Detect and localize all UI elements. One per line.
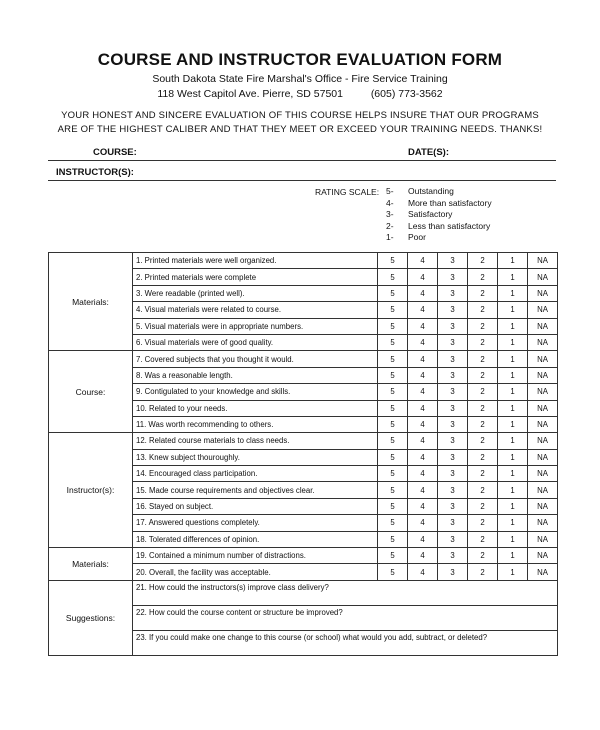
rating-scale-item xyxy=(386,186,492,198)
intro-line-1: YOUR HONEST AND SINCERE EVALUATION OF THIS COURSE HELPS INSURE THAT OUR PROGRAMS xyxy=(61,110,539,121)
rating-option-1[interactable]: 1 xyxy=(498,416,528,432)
rating-option-1[interactable]: 1 xyxy=(498,548,528,564)
rating-option-3[interactable]: 3 xyxy=(438,253,468,269)
rating-option-2[interactable]: 2 xyxy=(468,466,498,482)
rating-scale-number: 4- xyxy=(386,197,394,208)
form-title: COURSE AND INSTRUCTOR EVALUATION FORM xyxy=(97,50,503,69)
rating-option-na[interactable]: NA xyxy=(528,334,558,350)
rating-option-1[interactable]: 1 xyxy=(498,482,528,498)
rating-option-4[interactable]: 4 xyxy=(408,515,438,531)
rating-option-4[interactable]: 4 xyxy=(408,433,438,449)
course-label: COURSE: xyxy=(93,147,137,158)
rating-option-4[interactable]: 4 xyxy=(408,498,438,514)
rating-option-na[interactable]: NA xyxy=(528,449,558,465)
rating-option-2[interactable]: 2 xyxy=(468,498,498,514)
contact-line xyxy=(0,88,600,100)
rating-option-na[interactable]: NA xyxy=(528,498,558,514)
rating-option-5[interactable]: 5 xyxy=(378,531,408,547)
rating-option-5[interactable]: 5 xyxy=(378,334,408,350)
rating-scale-item xyxy=(386,232,492,244)
category-label: Instructor(s): xyxy=(49,433,133,548)
question-text: 19. Contained a minimum number of distractions. xyxy=(133,548,378,564)
rating-option-3[interactable]: 3 xyxy=(438,302,468,318)
rating-scale xyxy=(386,186,492,244)
rating-option-5[interactable]: 5 xyxy=(378,548,408,564)
rating-option-na[interactable]: NA xyxy=(528,302,558,318)
rating-option-1[interactable]: 1 xyxy=(498,318,528,334)
question-text: 5. Visual materials were in appropriate numbers. xyxy=(133,318,378,334)
question-text: 18. Tolerated differences of opinion. xyxy=(133,531,378,547)
rating-option-2[interactable]: 2 xyxy=(468,482,498,498)
category-label: Course: xyxy=(49,351,133,433)
rating-option-3[interactable]: 3 xyxy=(438,285,468,301)
rating-option-5[interactable]: 5 xyxy=(378,564,408,580)
rating-scale-text: Satisfactory xyxy=(408,209,453,219)
rating-option-3[interactable]: 3 xyxy=(438,531,468,547)
rating-option-3[interactable]: 3 xyxy=(438,416,468,432)
suggestion-row xyxy=(49,580,558,605)
question-text: 15. Made course requirements and objectives clear. xyxy=(133,482,378,498)
rating-option-4[interactable]: 4 xyxy=(408,269,438,285)
rating-option-4[interactable]: 4 xyxy=(408,285,438,301)
rating-scale-number: 2- xyxy=(386,220,394,231)
suggestion-question[interactable]: 23. If you could make one change to this course (or school) what would you add, subtract, or deleted? xyxy=(133,630,558,655)
rating-option-4[interactable]: 4 xyxy=(408,548,438,564)
question-text: 1. Printed materials were well organized. xyxy=(133,253,378,269)
rating-option-4[interactable]: 4 xyxy=(408,367,438,383)
rating-option-1[interactable]: 1 xyxy=(498,498,528,514)
rating-scale-item xyxy=(386,221,492,233)
rating-option-1[interactable]: 1 xyxy=(498,367,528,383)
rating-option-2[interactable]: 2 xyxy=(468,318,498,334)
rating-option-1[interactable]: 1 xyxy=(498,351,528,367)
evaluation-table xyxy=(48,252,558,656)
rating-option-1[interactable]: 1 xyxy=(498,433,528,449)
rating-option-2[interactable]: 2 xyxy=(468,253,498,269)
rating-option-na[interactable]: NA xyxy=(528,318,558,334)
rating-option-3[interactable]: 3 xyxy=(438,269,468,285)
dates-label: DATE(S): xyxy=(408,147,449,158)
rating-option-na[interactable]: NA xyxy=(528,548,558,564)
instructors-field[interactable] xyxy=(48,166,556,181)
rating-option-5[interactable]: 5 xyxy=(378,384,408,400)
phone: (605) 773-3562 xyxy=(370,88,443,100)
question-text: 8. Was a reasonable length. xyxy=(133,367,378,383)
rating-option-4[interactable]: 4 xyxy=(408,400,438,416)
rating-scale-text: More than satisfactory xyxy=(408,197,492,208)
instructors-label: INSTRUCTOR(S): xyxy=(56,167,134,178)
rating-option-1[interactable]: 1 xyxy=(498,285,528,301)
rating-option-3[interactable]: 3 xyxy=(438,351,468,367)
rating-option-1[interactable]: 1 xyxy=(498,400,528,416)
rating-option-3[interactable]: 3 xyxy=(438,482,468,498)
rating-option-3[interactable]: 3 xyxy=(438,400,468,416)
rating-option-3[interactable]: 3 xyxy=(438,367,468,383)
rating-option-4[interactable]: 4 xyxy=(408,564,438,580)
rating-option-5[interactable]: 5 xyxy=(378,515,408,531)
address: 118 West Capitol Ave. Pierre, SD 57501 xyxy=(157,88,343,100)
rating-option-5[interactable]: 5 xyxy=(378,433,408,449)
question-text: 4. Visual materials were related to course. xyxy=(133,302,378,318)
rating-option-1[interactable]: 1 xyxy=(498,515,528,531)
rating-option-2[interactable]: 2 xyxy=(468,416,498,432)
rating-scale-item xyxy=(386,198,492,210)
rating-option-na[interactable]: NA xyxy=(528,269,558,285)
rating-option-na[interactable]: NA xyxy=(528,531,558,547)
question-text: 10. Related to your needs. xyxy=(133,400,378,416)
rating-option-2[interactable]: 2 xyxy=(468,302,498,318)
question-text: 20. Overall, the facility was acceptable. xyxy=(133,564,378,580)
rating-option-3[interactable]: 3 xyxy=(438,498,468,514)
rating-option-2[interactable]: 2 xyxy=(468,400,498,416)
question-text: 2. Printed materials were complete xyxy=(133,269,378,285)
rating-option-1[interactable]: 1 xyxy=(498,269,528,285)
question-text: 17. Answered questions completely. xyxy=(133,515,378,531)
rating-option-2[interactable]: 2 xyxy=(468,384,498,400)
question-row xyxy=(49,548,558,564)
rating-scale-number: 1- xyxy=(386,232,394,242)
rating-option-na[interactable]: NA xyxy=(528,285,558,301)
suggestion-question[interactable]: 21. How could the instructors(s) improve class delivery? xyxy=(133,580,558,605)
rating-option-4[interactable]: 4 xyxy=(408,302,438,318)
rating-option-5[interactable]: 5 xyxy=(378,449,408,465)
suggestion-question[interactable]: 22. How could the course content or structure be improved? xyxy=(133,605,558,630)
rating-option-2[interactable]: 2 xyxy=(468,449,498,465)
rating-option-na[interactable]: NA xyxy=(528,351,558,367)
rating-scale-number: 3- xyxy=(386,209,394,219)
rating-option-5[interactable]: 5 xyxy=(378,302,408,318)
rating-option-2[interactable]: 2 xyxy=(468,351,498,367)
rating-option-na[interactable]: NA xyxy=(528,416,558,432)
rating-option-2[interactable]: 2 xyxy=(468,367,498,383)
rating-option-na[interactable]: NA xyxy=(528,384,558,400)
question-text: 9. Contigulated to your knowledge and skills. xyxy=(133,384,378,400)
rating-option-5[interactable]: 5 xyxy=(378,269,408,285)
rating-option-5[interactable]: 5 xyxy=(378,318,408,334)
rating-option-4[interactable]: 4 xyxy=(408,318,438,334)
rating-scale-number: 5- xyxy=(386,186,394,196)
rating-option-1[interactable]: 1 xyxy=(498,253,528,269)
rating-option-4[interactable]: 4 xyxy=(408,482,438,498)
rating-option-3[interactable]: 3 xyxy=(438,334,468,350)
rating-option-4[interactable]: 4 xyxy=(408,384,438,400)
rating-option-na[interactable]: NA xyxy=(528,482,558,498)
rating-option-1[interactable]: 1 xyxy=(498,449,528,465)
question-text: 12. Related course materials to class needs. xyxy=(133,433,378,449)
question-text: 7. Covered subjects that you thought it would. xyxy=(133,351,378,367)
rating-option-5[interactable]: 5 xyxy=(378,285,408,301)
question-text: 14. Encouraged class participation. xyxy=(133,466,378,482)
rating-option-na[interactable]: NA xyxy=(528,400,558,416)
rating-option-3[interactable]: 3 xyxy=(438,466,468,482)
rating-option-2[interactable]: 2 xyxy=(468,548,498,564)
rating-option-2[interactable]: 2 xyxy=(468,531,498,547)
rating-option-3[interactable]: 3 xyxy=(438,384,468,400)
rating-option-5[interactable]: 5 xyxy=(378,367,408,383)
rating-option-1[interactable]: 1 xyxy=(498,531,528,547)
rating-option-2[interactable]: 2 xyxy=(468,433,498,449)
rating-option-4[interactable]: 4 xyxy=(408,253,438,269)
rating-option-4[interactable]: 4 xyxy=(408,466,438,482)
question-text: 16. Stayed on subject. xyxy=(133,498,378,514)
rating-option-3[interactable]: 3 xyxy=(438,318,468,334)
category-label: Suggestions: xyxy=(49,580,133,655)
rating-option-3[interactable]: 3 xyxy=(438,548,468,564)
question-row xyxy=(49,351,558,367)
rating-option-5[interactable]: 5 xyxy=(378,466,408,482)
rating-option-5[interactable]: 5 xyxy=(378,351,408,367)
rating-option-3[interactable]: 3 xyxy=(438,515,468,531)
office-name: South Dakota State Fire Marshal's Office - Fire Service Training xyxy=(152,73,448,85)
rating-option-2[interactable]: 2 xyxy=(468,334,498,350)
rating-option-2[interactable]: 2 xyxy=(468,564,498,580)
intro-line-2: ARE OF THE HIGHEST CALIBER AND THAT THEY MEET OR EXCEED YOUR TRAINING NEEDS. THANKS! xyxy=(57,124,543,135)
question-text: 6. Visual materials were of good quality. xyxy=(133,334,378,350)
rating-scale-item xyxy=(386,209,492,221)
rating-scale-text: Poor xyxy=(408,232,426,242)
rating-option-1[interactable]: 1 xyxy=(498,564,528,580)
course-field[interactable] xyxy=(48,146,556,161)
rating-scale-text: Outstanding xyxy=(408,186,454,196)
rating-option-na[interactable]: NA xyxy=(528,564,558,580)
rating-option-1[interactable]: 1 xyxy=(498,384,528,400)
question-row xyxy=(49,253,558,269)
rating-option-5[interactable]: 5 xyxy=(378,253,408,269)
rating-option-4[interactable]: 4 xyxy=(408,531,438,547)
rating-option-4[interactable]: 4 xyxy=(408,449,438,465)
rating-option-na[interactable]: NA xyxy=(528,433,558,449)
question-text: 3. Were readable (printed well). xyxy=(133,285,378,301)
rating-option-5[interactable]: 5 xyxy=(378,416,408,432)
rating-option-5[interactable]: 5 xyxy=(378,498,408,514)
rating-option-3[interactable]: 3 xyxy=(438,449,468,465)
rating-option-5[interactable]: 5 xyxy=(378,400,408,416)
rating-scale-text: Less than satisfactory xyxy=(408,220,491,231)
rating-option-2[interactable]: 2 xyxy=(468,515,498,531)
rating-option-na[interactable]: NA xyxy=(528,466,558,482)
rating-scale-label: RATING SCALE: xyxy=(315,187,380,197)
rating-option-4[interactable]: 4 xyxy=(408,334,438,350)
rating-option-2[interactable]: 2 xyxy=(468,269,498,285)
rating-option-na[interactable]: NA xyxy=(528,253,558,269)
rating-option-2[interactable]: 2 xyxy=(468,285,498,301)
rating-option-na[interactable]: NA xyxy=(528,367,558,383)
category-label: Materials: xyxy=(49,253,133,351)
rating-option-na[interactable]: NA xyxy=(528,515,558,531)
rating-option-4[interactable]: 4 xyxy=(408,351,438,367)
rating-option-4[interactable]: 4 xyxy=(408,416,438,432)
rating-option-3[interactable]: 3 xyxy=(438,564,468,580)
rating-option-3[interactable]: 3 xyxy=(438,433,468,449)
rating-option-1[interactable]: 1 xyxy=(498,334,528,350)
rating-option-1[interactable]: 1 xyxy=(498,302,528,318)
question-text: 13. Knew subject thouroughly. xyxy=(133,449,378,465)
question-text: 11. Was worth recommending to others. xyxy=(133,416,378,432)
rating-option-5[interactable]: 5 xyxy=(378,482,408,498)
rating-option-1[interactable]: 1 xyxy=(498,466,528,482)
question-row xyxy=(49,433,558,449)
category-label: Materials: xyxy=(49,548,133,581)
